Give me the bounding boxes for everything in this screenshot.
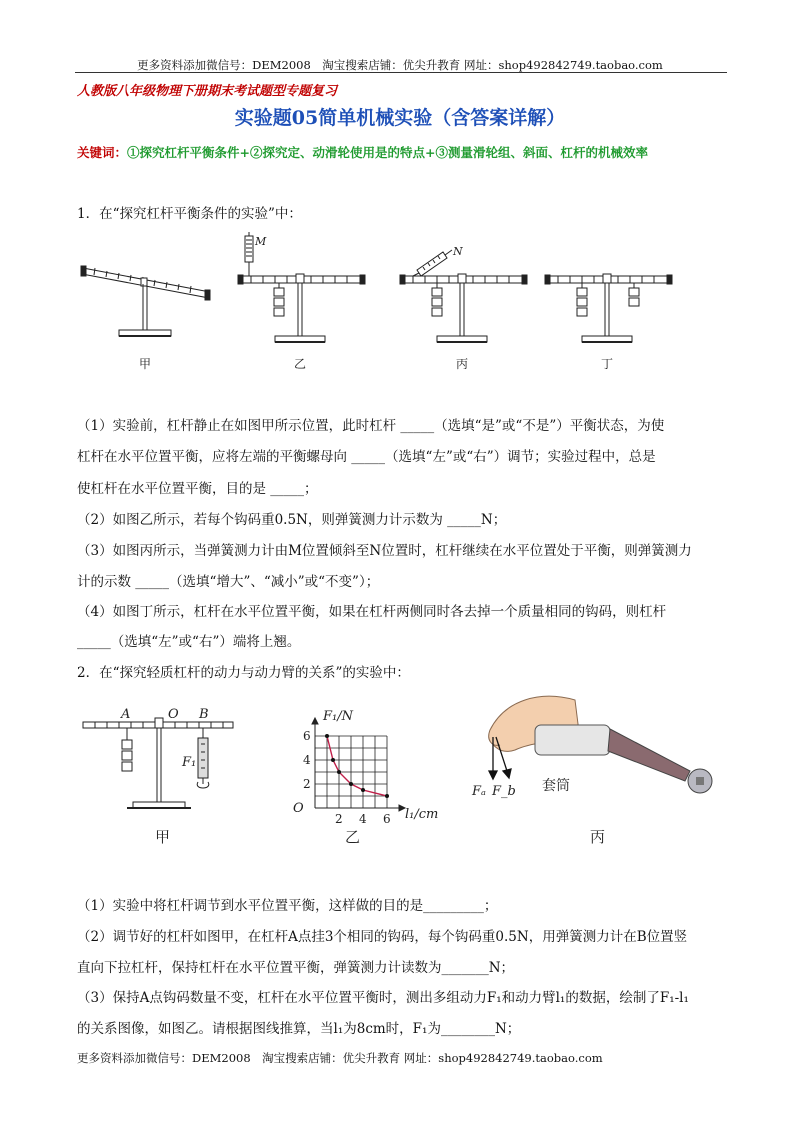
q1-stem: 1．在“探究杠杆平衡条件的实验”中： <box>77 206 302 222</box>
q1-line-1: （1）实验前，杠杆静止在如图甲所示位置，此时杠杆 _____（选填“是”或“不是”）平衡状态，为使 <box>77 418 665 434</box>
q1-label-n: N <box>453 245 463 258</box>
q1-line-8: _____（选填“左”或“右”）端将上翘。 <box>77 634 301 650</box>
chart-y-tick-label: 6 <box>303 729 311 743</box>
q1-line-3: 使杠杆在水平位置平衡，目的是 _____； <box>77 481 318 497</box>
q1-fig-ding <box>545 274 672 342</box>
q2-caption-yi: 乙 <box>345 828 361 846</box>
chart-series-line <box>327 736 387 796</box>
q1-fig-jia <box>81 266 210 336</box>
chart-xlabel: l₁/cm <box>405 807 439 822</box>
q1-caption-jia: 甲 <box>139 357 152 371</box>
q1-figures <box>75 228 735 378</box>
q2-fig-bing <box>460 685 730 860</box>
wrench-label-fa: Fₐ <box>472 784 486 799</box>
chart-data-point <box>337 770 341 774</box>
q1-line-7: （4）如图丁所示，杠杆在水平位置平衡，如果在杠杆两侧同时各去掉一个质量相同的钩码，则杠杆 <box>77 604 667 620</box>
q1-fig-bing <box>400 250 527 342</box>
lever-label-f1: F₁ <box>182 755 197 770</box>
q2-caption-jia: 甲 <box>155 828 171 846</box>
q2-line-3: 直向下拉杠杆，保持杠杆在水平位置平衡，弹簧测力计读数为_______N； <box>77 960 515 976</box>
lever-label-b: B <box>199 707 209 722</box>
q1-caption-ding: 丁 <box>601 357 614 371</box>
q2-line-1: （1）实验中将杠杆调节到水平位置平衡，这样做的目的是_________； <box>77 898 498 914</box>
q2-line-4: （3）保持A点钩码数量不变，杠杆在水平位置平衡时，测出多组动力F₁和动力臂l₁的数据，绘制了F₁-l₁ <box>77 990 689 1006</box>
q2-fig-jia <box>75 700 245 860</box>
q1-label-m: M <box>255 235 267 248</box>
chart-data-point <box>331 758 335 762</box>
lever-label-o: O <box>168 707 179 722</box>
chart-y-tick-label: 4 <box>303 753 311 767</box>
chart-y-arrow <box>312 718 318 724</box>
chart-data-point <box>325 734 329 738</box>
q1-caption-yi: 乙 <box>294 357 307 371</box>
chart-y-tick-label: 2 <box>303 777 311 791</box>
q2-caption-bing: 丙 <box>590 828 606 846</box>
wrench-bar <box>608 729 690 781</box>
chart-x-tick-label: 2 <box>335 812 343 826</box>
chart-data-point <box>349 782 353 786</box>
socket-handle <box>535 725 610 755</box>
q2-chart <box>285 700 455 860</box>
chart-origin: O <box>293 801 304 816</box>
header-divider <box>75 72 727 73</box>
page-footer: 更多资料添加微信号：DEM2008 淘宝搜索店铺：优尖升教育 网址：shop492842749.taobao.com <box>77 1051 603 1065</box>
series-title: 人教版八年级物理下册期末考试题型专题复习 <box>77 84 338 99</box>
lever-label-a: A <box>121 707 131 722</box>
chart-ylabel: F₁/N <box>323 709 353 724</box>
page-header: 更多资料添加微信号：DEM2008 淘宝搜索店铺：优尖升教育 网址：shop492842749.taobao.com <box>137 58 663 72</box>
q1-line-6: 计的示数 _____（选填“增大”、“减小”或“不变”）； <box>77 574 380 590</box>
page-title: 实验题05简单机械实验（含答案详解） <box>234 107 566 129</box>
chart-data-point <box>385 794 389 798</box>
chart-x-tick-label: 6 <box>383 812 391 826</box>
wrench-label-fb: F_b <box>492 784 516 799</box>
chart-data-point <box>361 788 365 792</box>
q2-stem: 2．在“探究轻质杠杆的动力与动力臂的关系”的实验中： <box>77 665 410 681</box>
q1-line-2: 杠杆在水平位置平衡，应将左端的平衡螺母向 _____（选填“左”或“右”）调节；实验过程中，总是 <box>77 449 656 465</box>
chart-x-tick-label: 4 <box>359 812 367 826</box>
q1-line-4: （2）如图乙所示，若每个钩码重0.5N，则弹簧测力计示数为 _____N； <box>77 512 507 528</box>
q2-line-2: （2）调节好的杠杆如图甲，在杠杆A点挂3个相同的钩码，每个钩码重0.5N，用弹簧测力计在B位置竖 <box>77 929 688 945</box>
wrench-label-socket: 套筒 <box>542 778 570 794</box>
q1-fig-yi <box>238 232 365 342</box>
keywords <box>77 143 648 161</box>
q1-caption-bing: 丙 <box>456 357 469 371</box>
keywords-text: ①探究杠杆平衡条件+②探究定、动滑轮使用是的特点+③测量滑轮组、斜面、杠杆的机械效率 <box>127 145 648 160</box>
q2-line-5: 的关系图像，如图乙。请根据图线推算，当l₁为8cm时，F₁为________N； <box>77 1021 521 1037</box>
keywords-label: 关键词： <box>77 145 128 160</box>
q1-line-5: （3）如图丙所示，当弹簧测力计由M位置倾斜至N位置时，杠杆继续在水平位置处于平衡，则弹簧测力 <box>77 543 692 559</box>
